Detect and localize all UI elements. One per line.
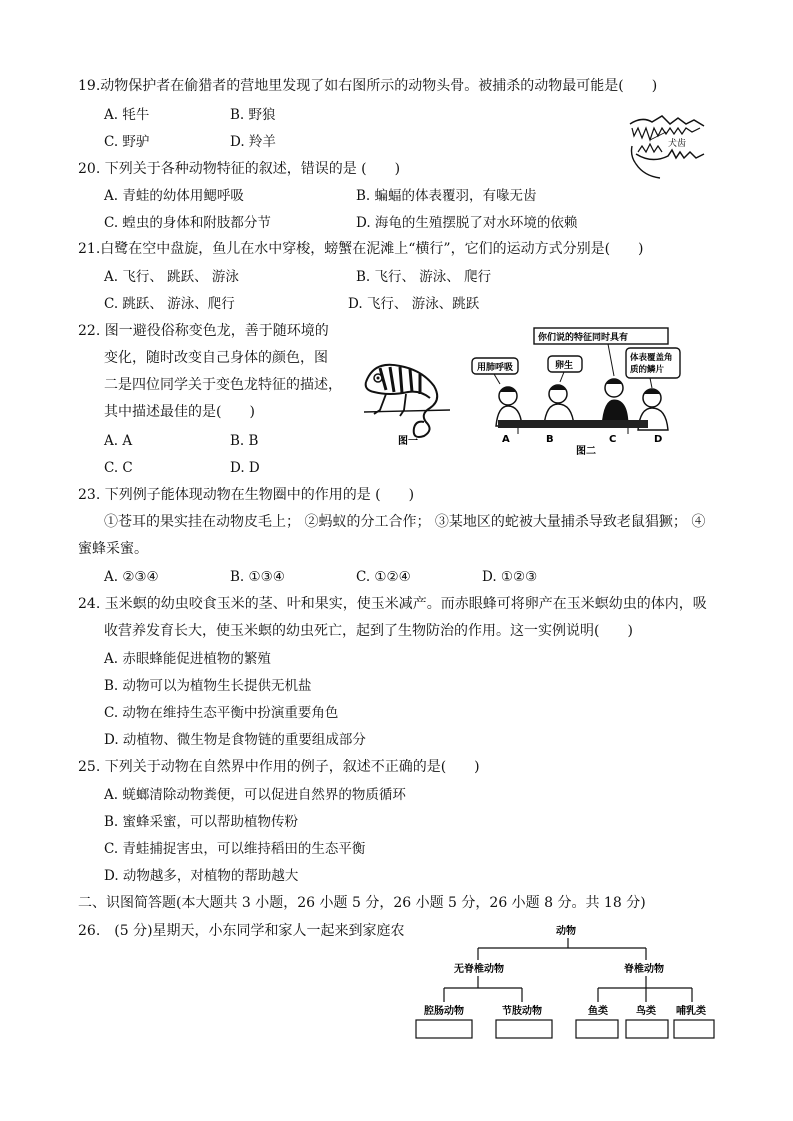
q20-option-b: B. 蝙蝠的体表覆羽，有喙无齿 bbox=[356, 188, 537, 204]
q26-stem: 26. (5 分)星期天，小东同学和家人一起来到家庭农 bbox=[78, 923, 405, 939]
figure-2-label: 图二 bbox=[576, 446, 596, 457]
svg-text:你们说的特征同时具有: 你们说的特征同时具有 bbox=[538, 333, 629, 343]
tree-leaf-mammals: 哺乳类 bbox=[676, 1006, 706, 1017]
q22-stem-line-4: 其中描述最佳的是( ) bbox=[104, 404, 255, 420]
q25-option-d: D. 动物越多，对植物的帮助越大 bbox=[104, 868, 299, 884]
q21-stem: 21.白鹭在空中盘旋，鱼儿在水中穿梭，螃蟹在泥滩上“横行”，它们的运动方式分别是( ) bbox=[78, 241, 644, 257]
tree-leaf-fish: 鱼类 bbox=[588, 1006, 608, 1017]
chameleon-figure bbox=[360, 352, 456, 448]
section-2-heading: 二、识图简答题(本大题共 3 小题，26 小题 5 分，26 小题 5 分，26 小题 8 分。共 18 分) bbox=[78, 895, 646, 911]
q23-option-a: A. ②③④ bbox=[104, 569, 159, 585]
q22-option-d: D. D bbox=[230, 460, 260, 476]
skull-teeth-figure bbox=[622, 106, 714, 186]
q25-option-a: A. 蜣螂清除动物粪便，可以促进自然界的物质循环 bbox=[104, 787, 406, 803]
svg-text:质的鳞片: 质的鳞片 bbox=[630, 365, 665, 375]
q19-option-a: A. 牦牛 bbox=[104, 107, 150, 123]
q20-stem: 20. 下列关于各种动物特征的叙述，错误的是 ( ) bbox=[78, 161, 401, 177]
figure-1-label: 图一 bbox=[398, 436, 418, 447]
svg-text:B: B bbox=[546, 434, 554, 445]
q21-option-c: C. 跳跃、 游泳、爬行 bbox=[104, 296, 235, 312]
q24-stem-line-1: 24. 玉米螟的幼虫咬食玉米的茎、叶和果实，使玉米减产。而赤眼蜂可将卵产在玉米螟幼虫的体内，吸 bbox=[78, 596, 707, 612]
q24-option-a: A. 赤眼蜂能促进植物的繁殖 bbox=[104, 651, 271, 667]
q22-option-c: C. C bbox=[104, 460, 133, 476]
q21-option-d: D. 飞行、 游泳、跳跃 bbox=[348, 296, 480, 312]
q20-option-d: D. 海龟的生殖摆脱了对水环境的依赖 bbox=[356, 215, 578, 231]
q23-option-c: C. ①②④ bbox=[356, 569, 411, 585]
canine-label: 犬齿 bbox=[668, 139, 687, 149]
q19-option-d: D. 羚羊 bbox=[230, 134, 276, 150]
q25-stem: 25. 下列关于动物在自然界中作用的例子，叙述不正确的是( ) bbox=[78, 759, 480, 775]
svg-text:体表覆盖角: 体表覆盖角 bbox=[630, 353, 673, 363]
tree-vertebrates: 脊椎动物 bbox=[624, 964, 664, 975]
students-figure bbox=[468, 326, 682, 458]
q23-stem: 23. 下列例子能体现动物在生物圈中的作用的是 ( ) bbox=[78, 487, 415, 503]
tree-root: 动物 bbox=[556, 926, 576, 937]
q19-stem: 19.动物保护者在偷猎者的营地里发现了如右图所示的动物头骨。被捕杀的动物最可能是( ) bbox=[78, 78, 658, 94]
q22-stem-line-3: 二是四位同学关于变色龙特征的描述， bbox=[104, 377, 342, 393]
svg-text:D: D bbox=[654, 434, 663, 445]
q24-stem-line-2: 收营养发育长大，使玉米螟的幼虫死亡，起到了生物防治的作用。这一实例说明( ) bbox=[104, 623, 633, 639]
q25-option-b: B. 蜜蜂采蜜，可以帮助植物传粉 bbox=[104, 814, 299, 830]
q20-option-a: A. 青蛙的幼体用鳃呼吸 bbox=[104, 188, 244, 204]
q22-stem-line-2: 变化，随时改变自己身体的颜色，图 bbox=[104, 350, 328, 366]
q24-option-c: C. 动物在维持生态平衡中扮演重要角色 bbox=[104, 705, 339, 721]
q23-option-b: B. ①③④ bbox=[230, 569, 285, 585]
q23-body-line-2: 蜜蜂采蜜。 bbox=[78, 541, 148, 557]
q23-option-d: D. ①②③ bbox=[482, 569, 538, 585]
answer-box-1 bbox=[416, 1020, 472, 1038]
q25-option-c: C. 青蛙捕捉害虫，可以维持稻田的生态平衡 bbox=[104, 841, 366, 857]
svg-text:C: C bbox=[609, 434, 617, 445]
q20-option-c: C. 蝗虫的身体和附肢都分节 bbox=[104, 215, 271, 231]
q22-stem-line-1: 22. 图一避役俗称变色龙，善于随环境的 bbox=[78, 323, 329, 339]
answer-box-2 bbox=[496, 1020, 552, 1038]
svg-text:卵生: 卵生 bbox=[555, 361, 574, 371]
answer-box-5 bbox=[674, 1020, 714, 1038]
q24-option-d: D. 动植物、微生物是食物链的重要组成部分 bbox=[104, 732, 366, 748]
svg-text:用肺呼吸: 用肺呼吸 bbox=[477, 363, 514, 373]
tree-leaf-arthropods: 节肢动物 bbox=[502, 1006, 542, 1017]
tree-leaf-birds: 鸟类 bbox=[636, 1006, 656, 1017]
q23-body-line-1: ①苍耳的果实挂在动物皮毛上； ②蚂蚁的分工合作； ③某地区的蛇被大量捕杀导致老鼠猖獗； ④ bbox=[104, 514, 706, 530]
tree-invertebrates: 无脊椎动物 bbox=[454, 964, 504, 975]
q21-option-b: B. 飞行、 游泳、 爬行 bbox=[356, 269, 492, 285]
q21-option-a: A. 飞行、 跳跃、 游泳 bbox=[104, 269, 239, 285]
svg-text:A: A bbox=[502, 434, 510, 445]
answer-box-4 bbox=[626, 1020, 668, 1038]
q19-option-b: B. 野狼 bbox=[230, 107, 276, 123]
tree-leaf-coelenterates: 腔肠动物 bbox=[424, 1006, 464, 1017]
animal-classification-tree bbox=[410, 918, 720, 1046]
q24-option-b: B. 动物可以为植物生长提供无机盐 bbox=[104, 678, 312, 694]
answer-box-3 bbox=[576, 1020, 618, 1038]
q19-option-c: C. 野驴 bbox=[104, 134, 150, 150]
q22-option-b: B. B bbox=[230, 433, 259, 449]
q22-option-a: A. A bbox=[104, 433, 133, 449]
